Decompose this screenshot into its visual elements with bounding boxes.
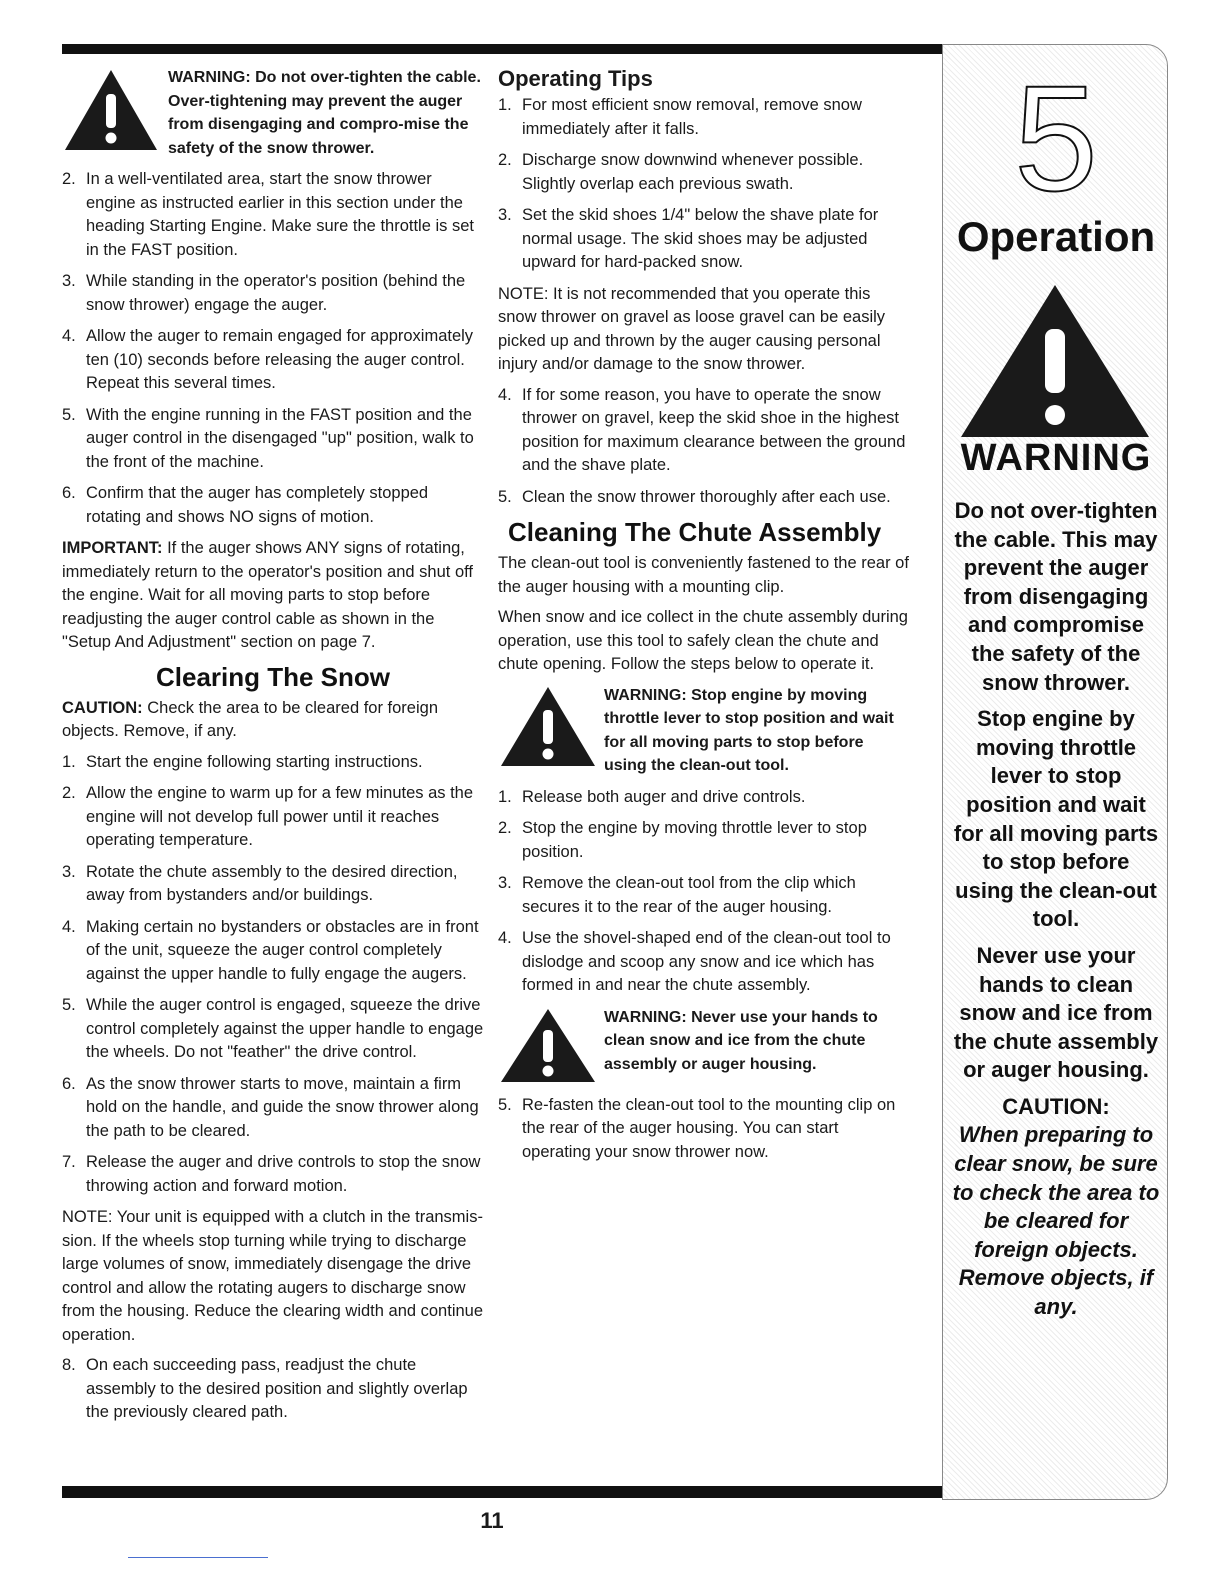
sidebar-caution-text: When preparing to clear snow, be sure to check the area to be cleared for foreign objects. Remove objects, if any. — [952, 1122, 1160, 1320]
list-item: 8. On each succeeding pass, readjust the chute assembly to the desired position and slightly overlap the previously cleared path. — [62, 1356, 468, 1421]
list-item: 4. Use the shovel-shaped end of the clean-out tool to dislodge and scoop any snow and ice which has formed in and near the chute assembly. — [498, 929, 891, 994]
clearing-heading: Clearing The Snow — [155, 661, 391, 692]
list-item: 2. In a well-ventilated area, start the snow thrower engine as instructed earlier in this section under the heading Starting Engine. Make sure the throttle is set in the FAST position. — [62, 170, 474, 259]
chute-paragraph: When snow and ice collect in the chute assembly during operation, use this tool to safely clean the chute and chute opening. Follow the steps below to operate it. — [498, 608, 908, 673]
list-item: 3. Set the skid shoes 1/4" below the shave plate for normal usage. The skid shoes may be adjusted upward for hard-packed snow. — [498, 206, 879, 271]
list-item: 7. Release the auger and drive controls to stop the snow throwing action and forward motion. — [62, 1153, 481, 1195]
warning-triangle-icon — [498, 1006, 598, 1086]
cable-warning — [62, 66, 484, 160]
hands-warning-text: WARNING: Never use your hands to clean snow and ice from the chute assembly or auger housing. — [604, 1008, 878, 1073]
sidebar-warning-label: WARNING — [960, 437, 1152, 479]
list-item: 6. As the snow thrower starts to move, maintain a firm hold on the handle, and guide the snow thrower along the path to be cleared. — [62, 1074, 479, 1140]
page-number: 11 — [480, 1508, 504, 1533]
list-item: 5. While the auger control is engaged, squeeze the drive control completely against the upper handle to engage the wheels. Do not "feather" the drive control. — [62, 996, 484, 1061]
list-item: 1. For most efficient snow removal, remove snow immediately after it falls. — [498, 96, 862, 138]
list-item: 5. Clean the snow thrower thoroughly after each use. — [498, 487, 891, 506]
hands-warning — [498, 1006, 910, 1086]
warning-triangle-icon — [957, 281, 1153, 441]
list-item: 1. Release both auger and drive controls. — [498, 787, 806, 806]
list-item: 2. Stop the engine by moving throttle lever to stop position. — [498, 819, 867, 861]
list-item: 5. With the engine running in the FAST position and the auger control in the disengaged "up" position, walk to the front of the machine. — [62, 405, 474, 471]
sidebar-caution-label: CAUTION: — [1002, 1093, 1110, 1119]
list-item: 4. Making certain no bystanders or obstacles are in front of the unit, squeeze the auger control completely against the upper handle to fully engage the augers. — [62, 917, 479, 983]
bottom-rule — [62, 1486, 942, 1498]
footer-line — [128, 1557, 268, 1558]
list-item: 1. Start the engine following starting instructions. — [62, 752, 423, 771]
operating-tips-heading: Operating Tips — [498, 66, 653, 91]
stop-engine-warning — [498, 684, 910, 778]
list-item: 6. Confirm that the auger has completely stopped rotating and shows NO signs of motion. — [62, 484, 429, 526]
list-item: 4. If for some reason, you have to operate the snow thrower on gravel, keep the skid shoe in the highest position for maximum clearance between the ground and the shave plate. — [498, 385, 906, 474]
section-number: 5 — [1014, 54, 1098, 222]
sidebar-warning-3: Never use your hands to clean snow and ice from the chute assembly or auger housing. — [953, 942, 1159, 1083]
warning-triangle-icon — [498, 684, 598, 770]
list-item: 4. Allow the auger to remain engaged for approximately ten (10) seconds before releasing the auger control. Repeat this several times. — [62, 327, 474, 392]
chute-heading: Cleaning The Chute Assembly — [508, 517, 882, 547]
top-rule — [62, 44, 942, 54]
section-title: Operation — [956, 213, 1156, 260]
clutch-note: NOTE: Your unit is equipped with a clutch in the transmis-sion. If the wheels stop turning while trying to discharge large volumes of snow, immediately disengage the drive control and allow the rotating augers to discharge snow from the housing. Reduce the clearing width and continue operation. — [62, 1208, 484, 1344]
sidebar-warning-2: Stop engine by moving throttle lever to stop position and wait for all moving parts to stop before using the clean-out tool. — [953, 706, 1159, 932]
list-item: 5. Re-fasten the clean-out tool to the mounting clip on the rear of the auger housing. You can start operating your snow thrower now. — [498, 1095, 896, 1161]
important-note: IMPORTANT: If the auger shows ANY signs of rotating, immediately return to the operator's position and shut off the engine. Wait for all moving parts to stop before readjusting the auger control cable as shown in the "Setup And Adjustment" section on page 7. — [62, 539, 473, 651]
cable-warning-text: WARNING: Do not over-tighten the cable. Over-tightening may prevent the auger from disengaging and compro-mise the safety of the snow thrower. — [168, 69, 481, 157]
section-sidebar — [942, 44, 1168, 1500]
left-column — [62, 66, 484, 1433]
warning-triangle-icon — [62, 66, 160, 154]
chute-paragraph: The clean-out tool is conveniently fastened to the rear of the auger housing with a mounting clip. — [498, 554, 909, 596]
sidebar-text — [951, 497, 1161, 1330]
list-item: 3. Remove the clean-out tool from the clip which secures it to the rear of the auger housing. — [498, 874, 856, 916]
caution-note: CAUTION: Check the area to be cleared for foreign objects. Remove, if any. — [62, 698, 438, 740]
right-column — [498, 66, 910, 1172]
list-item: 2. Discharge snow downwind whenever possible. Slightly overlap each previous swath. — [498, 151, 864, 193]
list-item: 3. Rotate the chute assembly to the desired direction, away from bystanders and/or buildings. — [62, 862, 458, 904]
sidebar-warning-1: Do not over-tighten the cable. This may prevent the auger from disengaging and compromise the safety of the snow thrower. — [954, 498, 1158, 695]
list-item: 3. While standing in the operator's position (behind the snow thrower) engage the auger. — [62, 272, 466, 314]
list-item: 2. Allow the engine to warm up for a few minutes as the engine will not develop full power until it reaches operating temperature. — [62, 784, 474, 849]
gravel-note: NOTE: It is not recommended that you operate this snow thrower on gravel as loose gravel can be easily picked up and thrown by the auger causing personal injury and/or damage to the snow thrower. — [498, 284, 886, 373]
stop-engine-warning-text: WARNING: Stop engine by moving throttle lever to stop position and wait for all moving parts to stop before using the clean-out tool. — [604, 686, 894, 774]
